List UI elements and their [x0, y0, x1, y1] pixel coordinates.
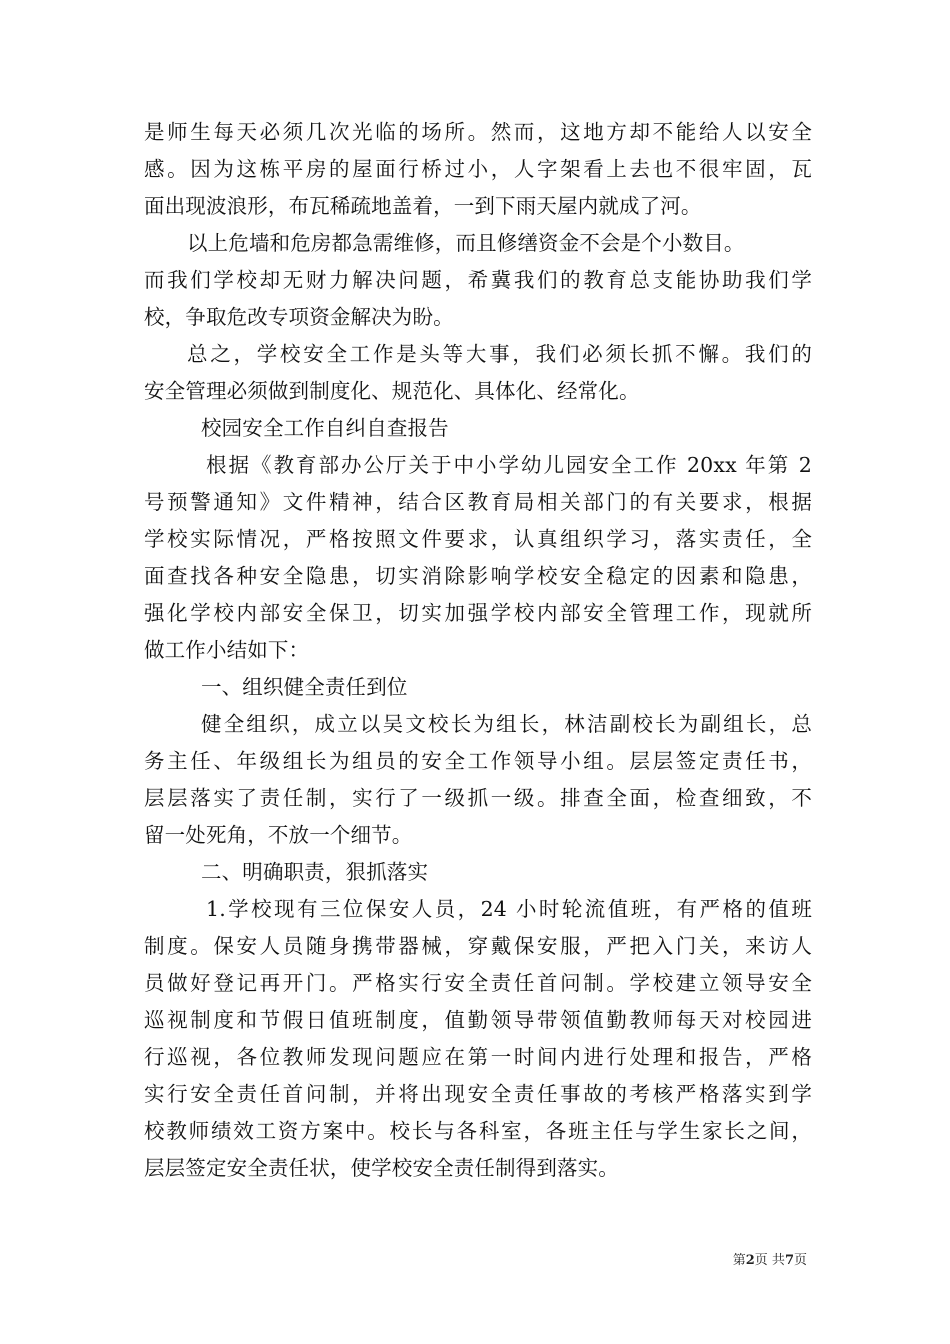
- total-page-number: 7: [784, 1253, 794, 1268]
- text-line: 学校实际情况，严格按照文件要求，认真组织学习，落实责任，全: [144, 527, 812, 551]
- text-line: 员做好登记再开门。严格实行安全责任首问制。学校建立领导安全: [144, 971, 812, 995]
- document-body: [144, 114, 812, 1187]
- text-line: 总之，学校安全工作是头等大事，我们必须长抓不懈。我们的: [187, 342, 812, 366]
- text-line: 制度。保安人员随身携带器械，穿戴保安服，严把入门关，来访人: [144, 934, 812, 958]
- current-page-number: 2: [745, 1253, 755, 1268]
- text-line: 做工作小结如下：: [144, 638, 310, 662]
- text-line: 安全管理必须做到制度化、规范化、具体化、经常化。: [144, 379, 640, 403]
- text-line: 面查找各种安全隐患，切实消除影响学校安全稳定的因素和隐患，: [144, 564, 812, 588]
- text-line: 务主任、年级组长为组员的安全工作领导小组。层层签定责任书，: [144, 749, 812, 773]
- text-line: 校，争取危改专项资金解决为盼。: [144, 305, 454, 329]
- text-line: 面出现波浪形，布瓦稀疏地盖着，一到下雨天屋内就成了河。: [144, 194, 702, 218]
- page-footer: [733, 1252, 807, 1270]
- text-line: 校教师绩效工资方案中。校长与各科室，各班主任与学生家长之间，: [144, 1119, 812, 1143]
- text-line: 行巡视，各位教师发现问题应在第一时间内进行处理和报告，严格: [144, 1045, 812, 1069]
- text-line: 1.学校现有三位保安人员，24 小时轮流值班，有严格的值班: [206, 897, 812, 921]
- text-line: 号预警通知》文件精神，结合区教育局相关部门的有关要求，根据: [144, 490, 812, 514]
- text-line: 健全组织，成立以吴文校长为组长，林洁副校长为副组长，总: [201, 712, 812, 736]
- text-line: 留一处死角，不放一个细节。: [144, 823, 413, 847]
- text-line: 根据《教育部办公厅关于中小学幼儿园安全工作 20xx 年第 2: [206, 453, 812, 477]
- text-line: 层层签定安全责任状，使学校安全责任制得到落实。: [144, 1156, 619, 1180]
- section-heading: 一、组织健全责任到位: [201, 675, 408, 699]
- section-heading: 二、明确职责，狠抓落实: [201, 860, 429, 884]
- text-line: 感。因为这栋平房的屋面行桥过小，人字架看上去也不很牢固，瓦: [144, 157, 812, 181]
- section-title: 校园安全工作自纠自查报告: [201, 416, 449, 440]
- text-line: 以上危墙和危房都急需维修，而且修缮资金不会是个小数目。: [187, 231, 745, 255]
- text-line: 实行安全责任首问制，并将出现安全责任事故的考核严格落实到学: [144, 1082, 812, 1106]
- text-line: 层层落实了责任制，实行了一级抓一级。排查全面，检查细致，不: [144, 786, 812, 810]
- text-line: 强化学校内部安全保卫，切实加强学校内部安全管理工作，现就所: [144, 601, 812, 625]
- footer-middle: 页 共: [754, 1253, 785, 1268]
- footer-suffix: 页: [793, 1253, 807, 1268]
- footer-prefix: 第: [732, 1253, 746, 1268]
- text-line: 是师生每天必须几次光临的场所。然而，这地方却不能给人以安全: [144, 120, 812, 144]
- text-line: 而我们学校却无财力解决问题，希冀我们的教育总支能协助我们学: [144, 268, 812, 292]
- text-line: 巡视制度和节假日值班制度，值勤领导带领值勤教师每天对校园进: [144, 1008, 812, 1032]
